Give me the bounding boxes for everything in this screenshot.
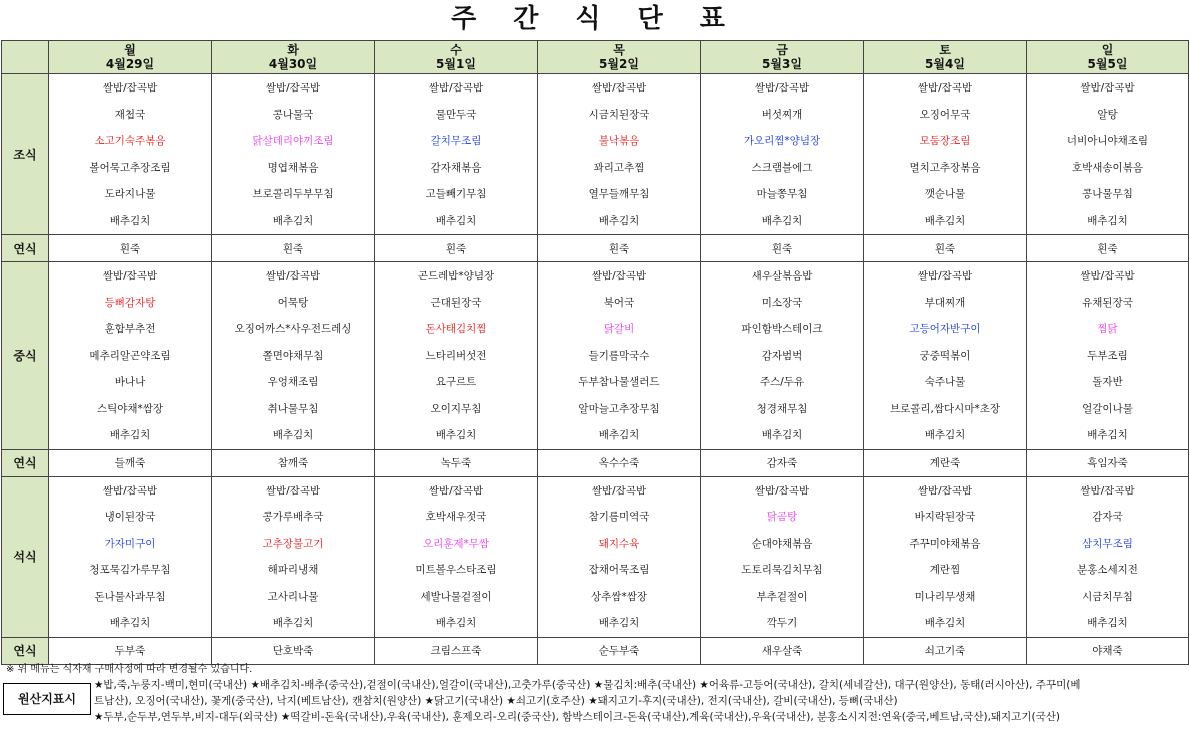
snack-cell: 야채죽 xyxy=(1027,637,1189,664)
menu-item: 두부참나물샐러드 xyxy=(578,376,660,388)
day-name: 일 xyxy=(1101,43,1114,57)
snack-cell: 녹두죽 xyxy=(375,449,538,476)
menu-item: 쌀밥/잡곡밥 xyxy=(591,484,647,497)
menu-item: 호박새우젓국 xyxy=(425,511,487,523)
lunch-cell xyxy=(375,262,538,450)
menu-item: 배추김치 xyxy=(272,214,314,227)
menu-item: 배추김치 xyxy=(924,214,966,227)
snack-cell: 쇠고기죽 xyxy=(864,637,1027,664)
menu-item: 오리훈제*무쌈 xyxy=(422,537,490,550)
lunch-cell xyxy=(538,262,701,450)
menu-item: 도토리묵김치무침 xyxy=(741,564,823,576)
menu-item: 꽈리고추찜 xyxy=(593,161,645,174)
snack-cell: 들깨죽 xyxy=(49,449,212,476)
menu-item: 숙주나물 xyxy=(924,376,966,388)
day-header xyxy=(864,41,1027,74)
lunch-cell xyxy=(864,262,1027,450)
menu-item: 가자미구이 xyxy=(104,537,156,550)
menu-item: 시금치무침 xyxy=(1082,590,1133,603)
breakfast-cell xyxy=(701,74,864,235)
snack-cell: 흰죽 xyxy=(1027,235,1189,262)
menu-item: 느타리버섯전 xyxy=(425,349,487,362)
snack-row-afternoon xyxy=(2,449,1189,476)
day-date: 4월29일 xyxy=(105,57,155,71)
menu-item: 훈합부추전 xyxy=(104,323,156,335)
menu-item: 소고기숙주볶음 xyxy=(94,135,166,147)
origin-line: ★두부,순두부,연두부,비지-대두(외국산) ★떡갈비-돈육(국내산),우육(국내산), 훈제오리-오리(중국산), 함박스테이크-돈육(국내산),계육(국내산),우육(국내산), 분홍소시지전:연육(중국,베트남,국산),돼지고기(국산) xyxy=(94,711,1060,723)
menu-item: 쌀밥/잡곡밥 xyxy=(265,484,321,497)
breakfast-cell xyxy=(864,74,1027,235)
menu-item: 시금치된장국 xyxy=(588,108,650,121)
menu-item: 알마늘고추장무침 xyxy=(578,402,660,415)
menu-item: 배추김치 xyxy=(598,429,640,441)
menu-item: 갈치무조림 xyxy=(430,135,482,147)
menu-item: 배추김치 xyxy=(924,429,966,441)
menu-item: 얼갈이나물 xyxy=(1082,402,1133,415)
dinner-cell xyxy=(701,476,864,637)
menu-item: 쌀밥/잡곡밥 xyxy=(1080,82,1135,94)
menu-item: 마늘쫑무침 xyxy=(756,188,808,200)
dinner-row xyxy=(2,476,1189,637)
menu-item: 돈사태김치찜 xyxy=(425,323,487,335)
menu-item: 고사리나물 xyxy=(267,590,319,603)
origin-line: ★밥,죽,누룽지-백미,현미(국내산) ★배추김치-배추(중국산),겉절이(국내산),얼갈이(국내산),고춧가루(중국산) ★물김치:배추(국내산) ★어육류-고등어(국내산), 갈치(세네갈산), 대구(원양산), 동태(러시아산), 주꾸미(베 xyxy=(94,679,1081,691)
menu-item: 돈나물사과무침 xyxy=(94,590,166,603)
menu-item: 오징어까스*사우전드레싱 xyxy=(234,323,352,335)
menu-item: 감자범벅 xyxy=(761,349,803,362)
menu-item: 불낙볶음 xyxy=(598,135,640,147)
menu-item: 쌀밥/잡곡밥 xyxy=(102,270,158,282)
menu-item: 분홍소세지전 xyxy=(1077,564,1138,576)
menu-item: 쌀밥/잡곡밥 xyxy=(1080,484,1135,497)
day-date: 5월3일 xyxy=(762,57,802,71)
meal-label-lunch: 중식 xyxy=(2,262,49,450)
menu-item: 곤드레밥*양념장 xyxy=(417,270,495,282)
snack-cell: 옥수수죽 xyxy=(538,449,701,476)
menu-item: 배추김치 xyxy=(109,617,151,629)
menu-item: 알탕 xyxy=(1097,108,1118,121)
menu-item: 찜닭 xyxy=(1097,323,1118,335)
menu-item: 브로콜리두부무침 xyxy=(252,188,334,200)
page-title: 주 간 식 단 표 xyxy=(451,4,739,34)
menu-item: 순대야채볶음 xyxy=(751,537,813,550)
menu-item: 배추김치 xyxy=(761,429,803,441)
menu-item: 배추김치 xyxy=(109,214,151,227)
breakfast-cell xyxy=(538,74,701,235)
snack-cell: 흰죽 xyxy=(701,235,864,262)
lunch-row xyxy=(2,262,1189,450)
menu-item: 닭살데리야끼조림 xyxy=(252,135,334,147)
snack-cell: 단호박죽 xyxy=(212,637,375,664)
breakfast-cell xyxy=(212,74,375,235)
day-header xyxy=(701,41,864,74)
menu-item: 쌀밥/잡곡밥 xyxy=(428,82,484,94)
menu-item: 미트볼우스타조림 xyxy=(415,564,497,576)
menu-item: 재첩국 xyxy=(114,108,146,121)
menu-item: 바나나 xyxy=(114,376,146,388)
menu-item: 고등어자반구이 xyxy=(909,323,981,335)
menu-item: 들기름막국수 xyxy=(588,349,650,362)
menu-item: 부추겉절이 xyxy=(756,590,808,603)
menu-item: 오이지무침 xyxy=(430,402,482,415)
menu-item: 쌀밥/잡곡밥 xyxy=(754,484,810,497)
menu-item: 콩가루배추국 xyxy=(262,511,324,523)
menu-item: 고추장불고기 xyxy=(262,537,324,550)
menu-item: 스크램블에그 xyxy=(751,161,813,174)
menu-item: 너비아니야채조림 xyxy=(1066,135,1149,147)
lunch-cell xyxy=(212,262,375,450)
dinner-cell xyxy=(375,476,538,637)
day-name: 토 xyxy=(939,43,951,57)
day-header xyxy=(49,41,212,74)
menu-item: 쌀밥/잡곡밥 xyxy=(591,270,647,282)
day-header xyxy=(212,41,375,74)
menu-item: 새우살볶음밥 xyxy=(751,270,813,282)
snack-cell: 감자죽 xyxy=(701,449,864,476)
menu-item: 삼치무조림 xyxy=(1082,537,1133,550)
day-name: 목 xyxy=(613,43,625,57)
menu-item: 고들빼기무침 xyxy=(425,188,487,200)
lunch-cell xyxy=(701,262,864,450)
menu-item: 세발나물겉절이 xyxy=(420,590,492,603)
menu-item: 메추리알곤약조림 xyxy=(89,349,171,362)
day-name: 화 xyxy=(287,43,299,57)
menu-item: 파인함박스테이크 xyxy=(741,323,823,335)
day-header xyxy=(375,41,538,74)
snack-cell: 계란죽 xyxy=(864,449,1027,476)
menu-item: 부대찌개 xyxy=(924,296,966,309)
day-date: 5월1일 xyxy=(436,57,476,71)
snack-cell: 두부죽 xyxy=(49,637,212,664)
day-header xyxy=(538,41,701,74)
menu-item: 배추김치 xyxy=(435,429,477,441)
menu-item: 깍두기 xyxy=(766,617,798,629)
menu-item: 배추김치 xyxy=(272,429,314,441)
meal-label-snack: 연식 xyxy=(2,449,49,476)
meal-label-breakfast: 조식 xyxy=(2,74,49,235)
menu-item: 주꾸미야채볶음 xyxy=(909,537,981,550)
menu-item: 등뼈감자탕 xyxy=(104,296,156,309)
snack-cell: 흰죽 xyxy=(538,235,701,262)
menu-item: 깻순나물 xyxy=(924,188,966,200)
menu-item: 쌀밥/잡곡밥 xyxy=(1080,270,1135,282)
breakfast-cell xyxy=(1027,74,1189,235)
menu-item: 콩나물국 xyxy=(272,108,314,121)
snack-cell: 흑임자죽 xyxy=(1027,449,1189,476)
origin-line: 트남산), 오징어(국내산), 꽃게(중국산), 낙지(베트남산), 캔참치(원양산) ★닭고기(국내산) ★쇠고기(호주산) ★돼지고기-후지(국내산), 전지(국내산), 갈비(국내산), 등뼈(국내산) xyxy=(94,695,898,707)
menu-item: 쌀밥/잡곡밥 xyxy=(265,82,321,94)
snack-cell: 흰죽 xyxy=(375,235,538,262)
menu-item: 물만두국 xyxy=(435,108,477,121)
menu-item: 닭갈비 xyxy=(603,323,635,335)
menu-item: 유채된장국 xyxy=(1082,296,1133,309)
header-corner xyxy=(2,41,49,74)
menu-item: 쫄면야채무침 xyxy=(262,349,324,362)
menu-item: 주스/두유 xyxy=(759,376,805,388)
breakfast-row xyxy=(2,74,1189,235)
menu-item: 취나물무침 xyxy=(267,402,319,415)
menu-item: 쌀밥/잡곡밥 xyxy=(917,270,973,282)
day-name: 수 xyxy=(450,43,462,57)
menu-item: 어묵탕 xyxy=(277,296,309,309)
menu-item: 쌀밥/잡곡밥 xyxy=(917,484,973,497)
menu-item: 모둠장조림 xyxy=(919,135,971,147)
menu-item: 쌀밥/잡곡밥 xyxy=(265,270,321,282)
menu-item: 돼지수육 xyxy=(598,537,640,550)
menu-item: 호박새송이볶음 xyxy=(1071,161,1143,174)
lunch-cell xyxy=(1027,262,1189,450)
menu-item: 도라지나물 xyxy=(104,188,156,200)
breakfast-cell xyxy=(49,74,212,235)
menu-item: 북어국 xyxy=(603,296,635,309)
menu-item: 배추김치 xyxy=(435,617,477,629)
menu-item: 쌀밥/잡곡밥 xyxy=(102,484,158,497)
menu-item: 상추쌈*쌈장 xyxy=(591,590,647,603)
menu-item: 청포묵김가루무침 xyxy=(89,564,171,576)
menu-item: 우엉채조림 xyxy=(267,376,319,388)
dinner-cell xyxy=(1027,476,1189,637)
menu-item: 명엽채볶음 xyxy=(267,161,319,174)
menu-item: 배추김치 xyxy=(598,214,640,227)
day-date: 5월4일 xyxy=(925,57,965,71)
menu-item: 잡채어묵조림 xyxy=(588,564,650,576)
weekly-menu-table xyxy=(1,40,1189,665)
menu-item: 돌자반 xyxy=(1092,376,1123,388)
snack-cell: 순두부죽 xyxy=(538,637,701,664)
menu-item: 배추김치 xyxy=(109,429,151,441)
menu-item: 배추김치 xyxy=(272,617,314,629)
menu-item: 배추김치 xyxy=(761,214,803,227)
day-header-row xyxy=(2,41,1189,74)
lunch-cell xyxy=(49,262,212,450)
menu-item: 버섯찌개 xyxy=(761,108,803,121)
menu-item: 바지락된장국 xyxy=(914,511,976,523)
menu-item: 배추김치 xyxy=(598,617,640,629)
snack-cell: 새우살죽 xyxy=(701,637,864,664)
day-header xyxy=(1027,41,1189,74)
menu-item: 배추김치 xyxy=(1087,214,1128,227)
menu-item: 브로콜리,쌈다시마*초장 xyxy=(889,402,1001,415)
menu-item: 궁중떡볶이 xyxy=(919,349,971,362)
menu-item: 배추김치 xyxy=(1087,617,1128,629)
meal-label-snack: 연식 xyxy=(2,235,49,262)
menu-item: 감자국 xyxy=(1092,511,1123,523)
menu-item: 볼어묵고추장조림 xyxy=(89,161,171,174)
menu-item: 미소장국 xyxy=(761,296,803,309)
snack-cell: 참깨죽 xyxy=(212,449,375,476)
menu-item: 요구르트 xyxy=(435,376,477,388)
day-date: 4월30일 xyxy=(268,57,318,71)
snack-cell: 흰죽 xyxy=(212,235,375,262)
menu-item: 계란찜 xyxy=(929,564,961,576)
menu-item: 닭곰탕 xyxy=(766,511,798,523)
day-name: 금 xyxy=(776,43,788,57)
snack-cell: 크림스프죽 xyxy=(375,637,538,664)
breakfast-cell xyxy=(375,74,538,235)
dinner-cell xyxy=(49,476,212,637)
menu-item: 쌀밥/잡곡밥 xyxy=(754,82,810,94)
menu-item: 근대된장국 xyxy=(430,296,482,309)
menu-item: 감자채볶음 xyxy=(430,161,482,174)
menu-item: 열무들깨무침 xyxy=(588,188,650,200)
dinner-cell xyxy=(212,476,375,637)
menu-item: 쌀밥/잡곡밥 xyxy=(102,82,158,94)
menu-change-note: ※ 위 메뉴는 식자재 구매사정에 따라 변경될수 있습니다. xyxy=(6,664,253,675)
menu-item: 스틱야채*쌈장 xyxy=(96,402,164,415)
menu-item: 미나리무생채 xyxy=(914,590,976,603)
origin-label: 원산지표시 xyxy=(3,683,91,715)
meal-label-snack: 연식 xyxy=(2,637,49,664)
menu-item: 콩나물무침 xyxy=(1082,188,1133,200)
menu-item: 가오리찜*양념장 xyxy=(743,135,821,147)
dinner-cell xyxy=(864,476,1027,637)
menu-item: 청경채무침 xyxy=(756,402,808,415)
menu-item: 배추김치 xyxy=(924,617,966,629)
origin-info xyxy=(94,677,1184,725)
day-date: 5월2일 xyxy=(599,57,639,71)
snack-cell: 흰죽 xyxy=(864,235,1027,262)
snack-row-morning xyxy=(2,235,1189,262)
menu-item: 배추김치 xyxy=(1087,429,1128,441)
menu-item: 쌀밥/잡곡밥 xyxy=(428,484,484,497)
dinner-cell xyxy=(538,476,701,637)
day-date: 5월5일 xyxy=(1087,57,1128,71)
menu-item: 쌀밥/잡곡밥 xyxy=(591,82,647,94)
meal-label-dinner: 석식 xyxy=(2,476,49,637)
menu-item: 멸치고추장볶음 xyxy=(909,161,981,174)
menu-item: 오징어무국 xyxy=(919,108,971,121)
menu-item: 해파리냉채 xyxy=(267,564,319,576)
day-name: 월 xyxy=(124,43,136,57)
menu-item: 두부조림 xyxy=(1087,349,1128,362)
menu-item: 배추김치 xyxy=(435,214,477,227)
snack-cell: 흰죽 xyxy=(49,235,212,262)
menu-item: 냉이된장국 xyxy=(104,511,156,523)
menu-item: 참기름미역국 xyxy=(588,511,650,523)
menu-item: 쌀밥/잡곡밥 xyxy=(917,82,973,94)
